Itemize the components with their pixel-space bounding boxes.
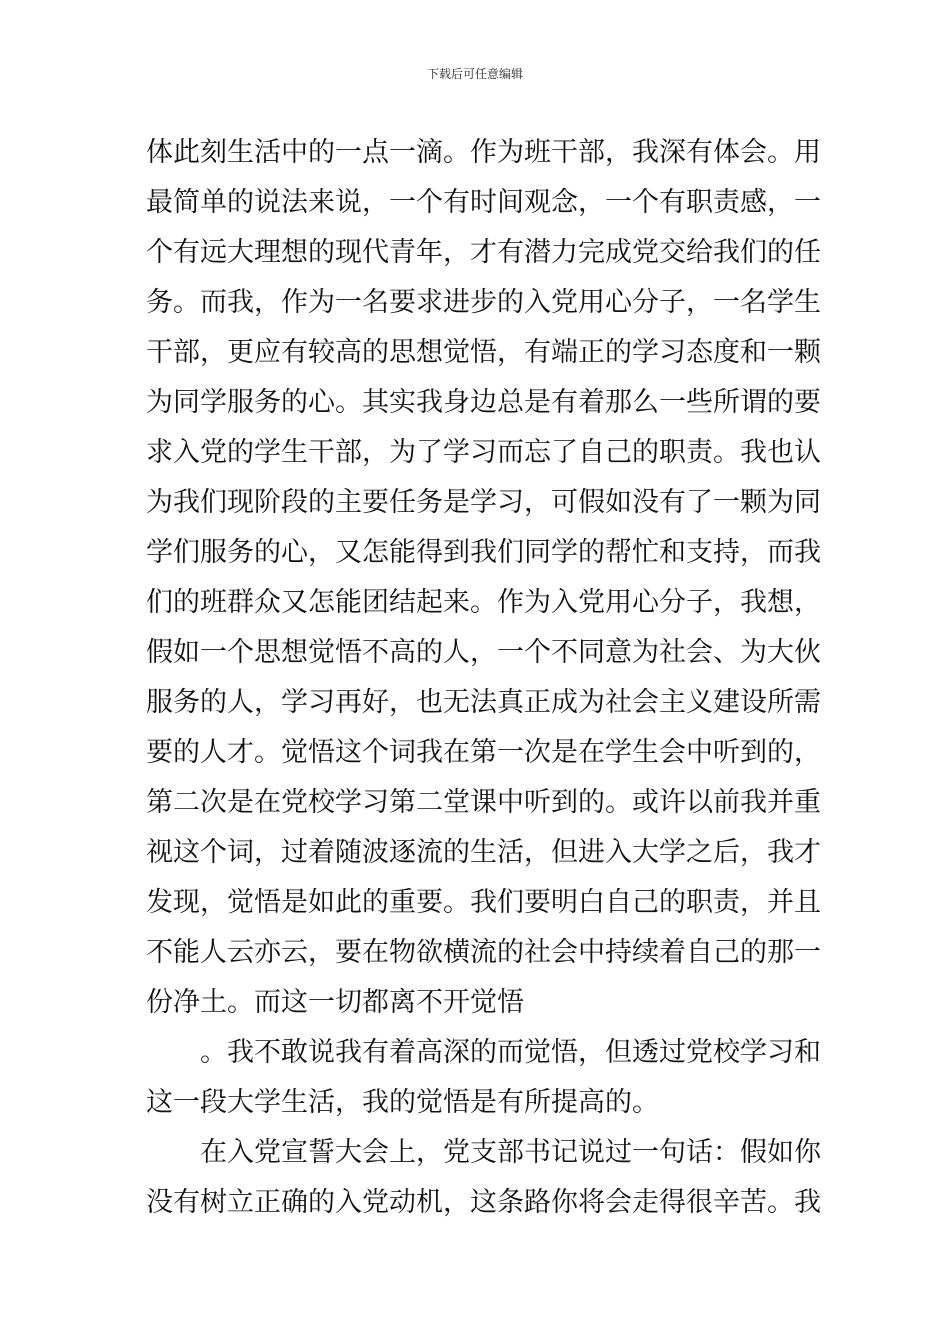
text-line-14: 第二次是在党校学习第二堂课中听到的。或许以前我并重 (146, 787, 821, 818)
text-line-20: 这一段大学生活，我的觉悟是有所提高的。 (146, 1087, 659, 1118)
text-line-7: 求入党的学生干部，为了学习而忘了自己的职责。我也认 (146, 437, 821, 468)
text-line-8: 为我们现阶段的主要任务是学习，可假如没有了一颗为同 (146, 487, 821, 518)
text-line-3: 个有远大理想的现代青年，才有潜力完成党交给我们的任 (146, 237, 821, 268)
text-line-11: 假如一个思想觉悟不高的人，一个不同意为社会、为大伙 (146, 637, 821, 668)
text-line-9: 学们服务的心，又怎能得到我们同学的帮忙和支持，而我 (146, 537, 821, 568)
text-line-13: 要的人才。觉悟这个词我在第一次是在学生会中听到的， (146, 737, 821, 768)
text-line-6: 为同学服务的心。其实我身边总是有着那么一些所谓的要 (146, 387, 821, 418)
text-line-10: 们的班群众又怎能团结起来。作为入党用心分子，我想， (146, 587, 821, 618)
header-note: 下载后可任意编辑 (426, 67, 523, 81)
document-body (146, 128, 821, 1228)
text-line-5: 干部，更应有较高的思想觉悟，有端正的学习态度和一颗 (146, 337, 821, 368)
text-line-19: 。我不敢说我有着高深的而觉悟，但透过党校学习和 (200, 1037, 821, 1068)
text-line-1: 体此刻生活中的一点一滴。作为班干部，我深有体会。用 (146, 137, 821, 168)
text-line-21: 在入党宣誓大会上，党支部书记说过一句话：假如你 (200, 1137, 821, 1168)
text-line-15: 视这个词，过着随波逐流的生活，但进入大学之后，我才 (146, 837, 821, 868)
text-line-12: 服务的人，学习再好，也无法真正成为社会主义建设所需 (146, 687, 821, 718)
text-line-22: 没有树立正确的入党动机，这条路你将会走得很辛苦。我 (146, 1187, 821, 1218)
text-line-17: 不能人云亦云，要在物欲横流的社会中持续着自己的那一 (146, 937, 821, 968)
text-line-2: 最简单的说法来说，一个有时间观念，一个有职责感，一 (146, 187, 821, 218)
text-line-18: 份净土。而这一切都离不开觉悟 (146, 987, 524, 1018)
text-line-4: 务。而我，作为一名要求进步的入党用心分子，一名学生 (146, 287, 821, 318)
text-line-16: 发现，觉悟是如此的重要。我们要明白自己的职责，并且 (146, 887, 821, 918)
